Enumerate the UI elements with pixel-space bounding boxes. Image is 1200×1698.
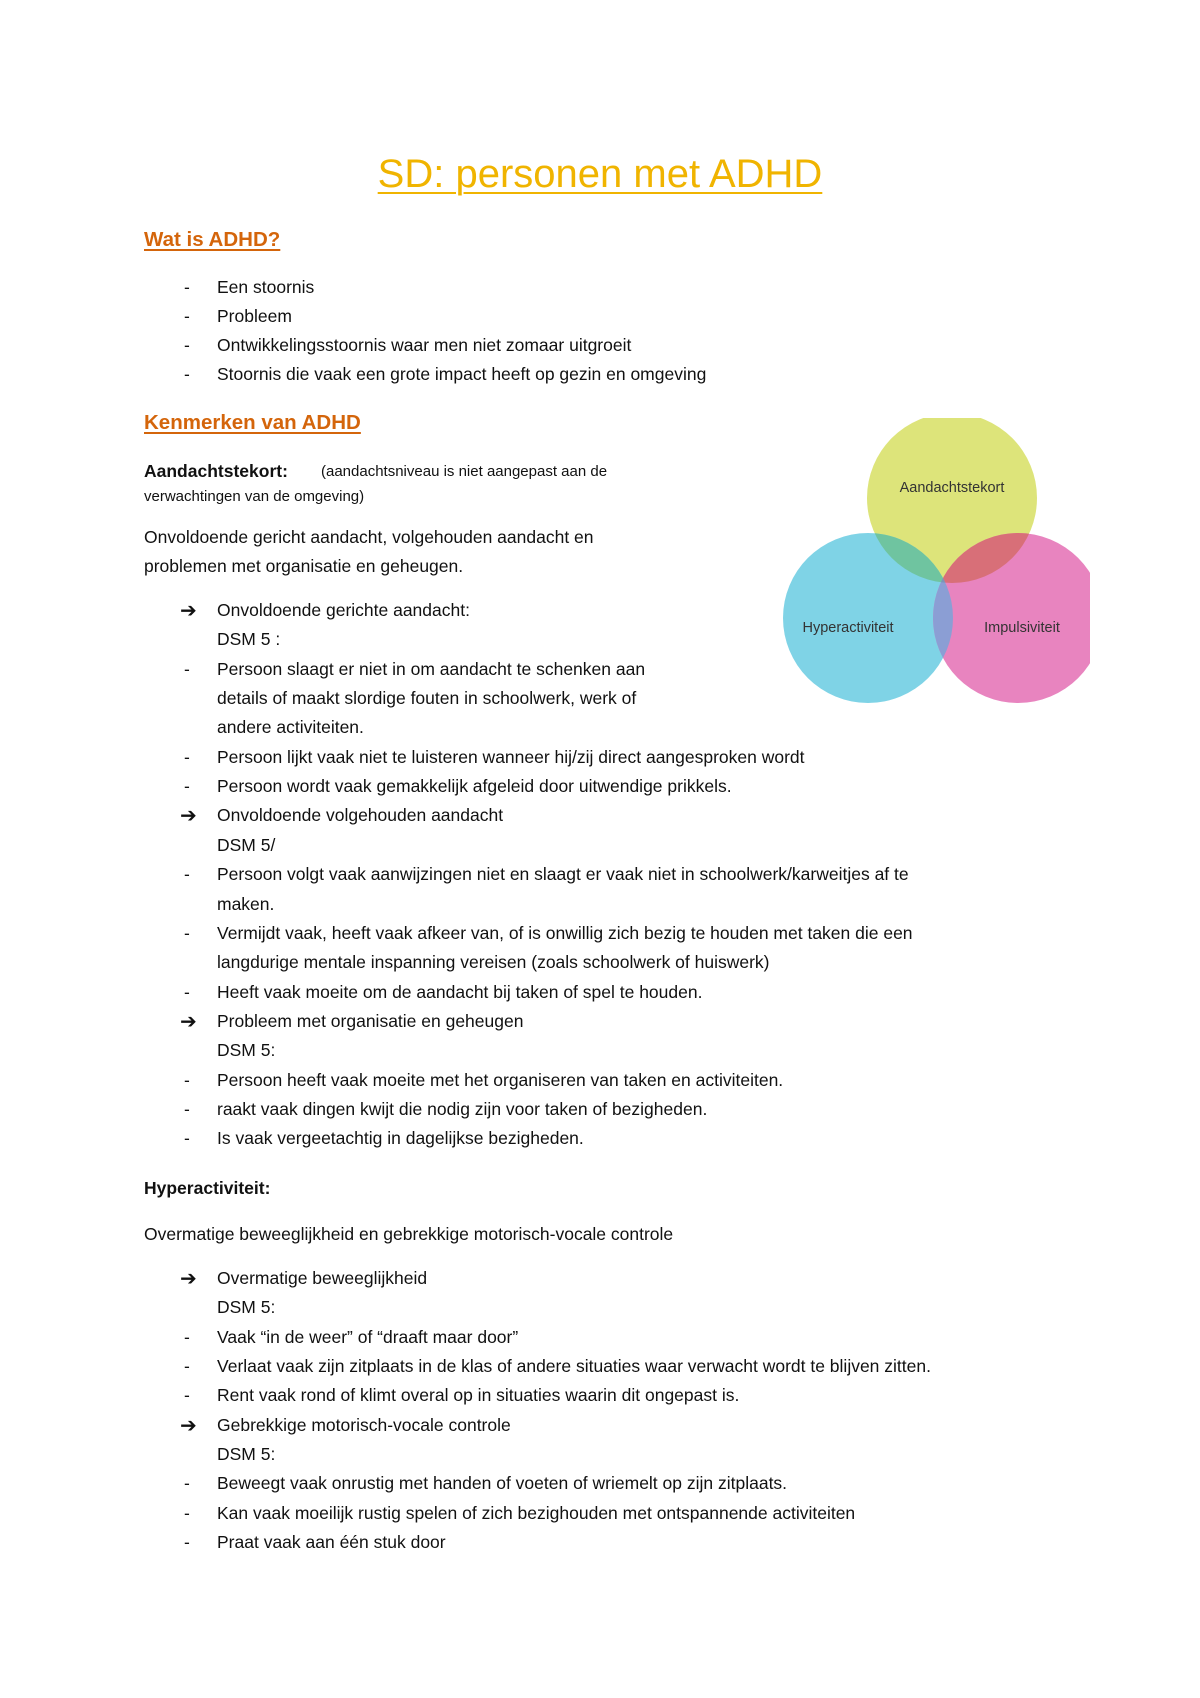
list-item-line: raakt vaak dingen kwijt die nodig zijn voor taken of bezigheden. bbox=[217, 1098, 708, 1119]
arrow-icon: ➔ bbox=[180, 1010, 197, 1033]
list-item-line: Praat vaak aan één stuk door bbox=[217, 1532, 446, 1553]
dsm-label: DSM 5/ bbox=[217, 834, 276, 855]
bullet-dash: - bbox=[184, 776, 190, 797]
venn-label-aandachtstekort: Aandachtstekort bbox=[899, 480, 1005, 496]
list-item-line: Persoon heeft vaak moeite met het organiseren van taken en activiteiten. bbox=[217, 1069, 784, 1090]
list-item-line: Kan vaak moeilijk rustig spelen of zich bezighouden met ontspannende activiteiten bbox=[217, 1502, 856, 1523]
bullet-dash: - bbox=[184, 922, 190, 943]
list-item-line: Beweegt vaak onrustig met handen of voeten of wriemelt op zijn zitplaats. bbox=[217, 1473, 788, 1494]
bullet-dash: - bbox=[184, 1502, 190, 1523]
hyperactiviteit-label: Hyperactiviteit: bbox=[144, 1178, 271, 1198]
bullet-dash: - bbox=[184, 658, 190, 679]
list-item-line: Vermijdt vaak, heeft vaak afkeer van, of is onwillig zich bezig te houden met taken die een bbox=[217, 922, 913, 943]
hyperactiviteit-intro: Overmatige beweeglijkheid en gebrekkige motorisch-vocale controle bbox=[144, 1224, 674, 1244]
group-heading: Probleem met organisatie en geheugen bbox=[217, 1010, 524, 1031]
venn-label-impulsiviteit: Impulsiviteit bbox=[984, 620, 1060, 636]
list-item: Stoornis die vaak een grote impact heeft op gezin en omgeving bbox=[217, 364, 707, 384]
group-heading: Onvoldoende volgehouden aandacht bbox=[217, 805, 504, 826]
group-heading: Onvoldoende gerichte aandacht: bbox=[217, 600, 470, 620]
bullet-dash: - bbox=[184, 1128, 190, 1149]
bullet-dash: - bbox=[184, 1098, 190, 1119]
list-item-line: Persoon lijkt vaak niet te luisteren wanneer hij/zij direct aangesproken wordt bbox=[217, 746, 805, 767]
bullet-dash: - bbox=[184, 1385, 190, 1406]
section-heading-kenmerken: Kenmerken van ADHD bbox=[144, 411, 361, 434]
list-item-line: Heeft vaak moeite om de aandacht bij taken of spel te houden. bbox=[217, 981, 703, 1002]
list-item: Ontwikkelingsstoornis waar men niet zomaar uitgroeit bbox=[217, 335, 632, 355]
bullet-dash: - bbox=[184, 335, 190, 355]
aandachtstekort-note-line2: verwachtingen van de omgeving) bbox=[144, 488, 365, 505]
bullet-dash: - bbox=[184, 364, 190, 384]
list-item-line: Persoon slaagt er niet in om aandacht te schenken aan bbox=[217, 658, 646, 679]
venn-diagram bbox=[770, 418, 1090, 718]
group-heading: Overmatige beweeglijkheid bbox=[217, 1268, 428, 1288]
group-heading: Gebrekkige motorisch-vocale controle bbox=[217, 1414, 511, 1435]
list-item-line: Persoon volgt vaak aanwijzingen niet en slaagt er vaak niet in schoolwerk/karweitjes af te bbox=[217, 864, 909, 885]
dsm-label: DSM 5: bbox=[217, 1444, 276, 1465]
arrow-icon: ➔ bbox=[180, 600, 197, 622]
list-item-line: andere activiteiten. bbox=[217, 717, 364, 738]
venn-label-hyperactiviteit: Hyperactiviteit bbox=[802, 620, 894, 636]
bullet-dash: - bbox=[184, 277, 190, 297]
dsm-label: DSM 5: bbox=[217, 1297, 276, 1318]
list-item-line: Verlaat vaak zijn zitplaats in de klas of andere situaties waar verwacht wordt te blijven zitten. bbox=[217, 1356, 931, 1377]
aandachtstekort-note-line1: (aandachtsniveau is niet aangepast aan de bbox=[321, 463, 608, 480]
list-item-line: Is vaak vergeetachtig in dagelijkse bezigheden. bbox=[217, 1128, 584, 1149]
bullet-dash: - bbox=[184, 1069, 190, 1090]
bullet-dash: - bbox=[184, 864, 190, 885]
list-item-line: Vaak “in de weer” of “draaft maar door” bbox=[217, 1326, 519, 1347]
list-item-line: Rent vaak rond of klimt overal op in situaties waarin dit ongepast is. bbox=[217, 1385, 740, 1406]
list-item-line: Persoon wordt vaak gemakkelijk afgeleid door uitwendige prikkels. bbox=[217, 776, 732, 797]
list-item-line: details of maakt slordige fouten in schoolwerk, werk of bbox=[217, 688, 637, 709]
arrow-icon: ➔ bbox=[180, 1414, 197, 1437]
arrow-icon: ➔ bbox=[180, 1268, 197, 1290]
arrow-icon: ➔ bbox=[180, 805, 197, 828]
bullet-dash: - bbox=[184, 1356, 190, 1377]
bullet-dash: - bbox=[184, 746, 190, 767]
section-heading-wat-is-adhd: Wat is ADHD? bbox=[144, 228, 281, 251]
aandachtstekort-intro-line2: problemen met organisatie en geheugen. bbox=[144, 556, 464, 576]
page-title: SD: personen met ADHD bbox=[377, 152, 823, 196]
dsm-label: DSM 5 : bbox=[217, 629, 281, 650]
bullet-dash: - bbox=[184, 981, 190, 1002]
list-item: Probleem bbox=[217, 306, 292, 326]
aandachtstekort-label: Aandachtstekort: bbox=[144, 461, 288, 481]
bullet-dash: - bbox=[184, 1473, 190, 1494]
list-item-line: maken. bbox=[217, 893, 275, 914]
bullet-dash: - bbox=[184, 1532, 190, 1553]
list-item-line: langdurige mentale inspanning vereisen (zoals schoolwerk of huiswerk) bbox=[217, 952, 770, 973]
list-item: Een stoornis bbox=[217, 277, 315, 297]
dsm-label: DSM 5: bbox=[217, 1040, 276, 1061]
bullet-dash: - bbox=[184, 1326, 190, 1347]
bullet-dash: - bbox=[184, 306, 190, 326]
aandachtstekort-intro-line1: Onvoldoende gericht aandacht, volgehouden aandacht en bbox=[144, 527, 594, 547]
